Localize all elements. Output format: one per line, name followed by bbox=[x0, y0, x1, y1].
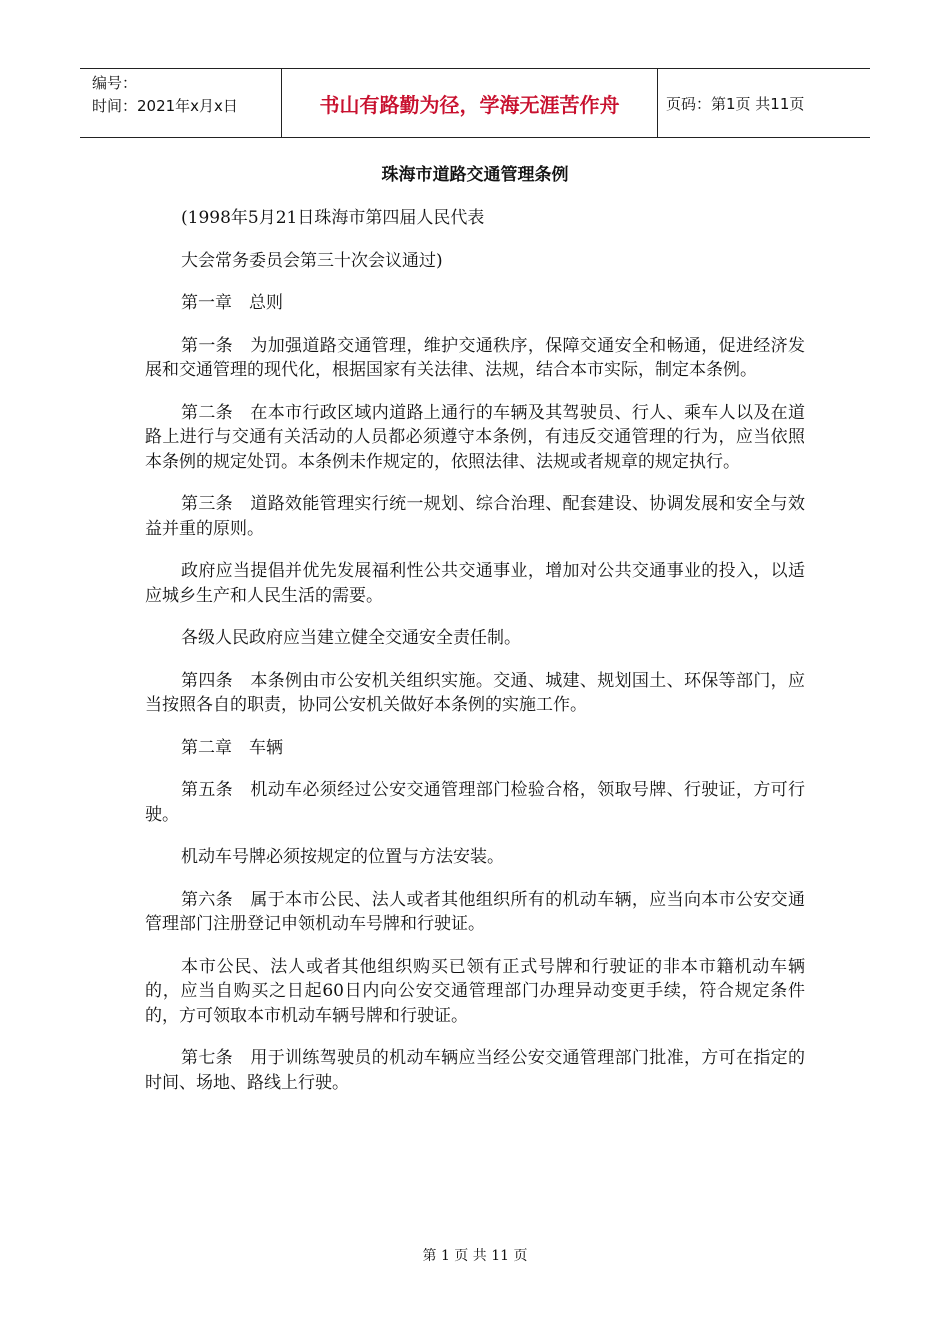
article-paragraph: 第七条 用于训练驾驶员的机动车辆应当经公安交通管理部门批准，方可在指定的时间、场地、路线上行驶。 bbox=[145, 1048, 805, 1093]
page-header bbox=[80, 68, 870, 138]
paragraph: 大会常务委员会第三十次会议通过) bbox=[181, 250, 443, 271]
document-title: 珠海市道路交通管理条例 bbox=[381, 165, 569, 185]
paragraph: 机动车号牌必须按规定的位置与方法安装。 bbox=[181, 847, 504, 867]
header-meta bbox=[80, 69, 282, 137]
document-time-label: 时间：2021年x月x日 bbox=[92, 97, 238, 115]
paragraph: (1998年5月21日珠海市第四届人民代表 bbox=[181, 208, 485, 228]
article-paragraph: 第三条 道路效能管理实行统一规划、综合治理、配套建设、协调发展和安全与效益并重的原则。 bbox=[145, 494, 805, 539]
chapter-heading: 第一章 总则 bbox=[181, 293, 283, 313]
article-paragraph: 第四条 本条例由市公安机关组织实施。交通、城建、规划国土、环保等部门，应当按照各自的职责，协同公安机关做好本条例的实施工作。 bbox=[145, 670, 805, 715]
document-body bbox=[145, 206, 805, 1113]
header-motto: 书山有路勤为径，学海无涯苦作舟 bbox=[282, 69, 658, 137]
document-number-label: 编号： bbox=[92, 74, 138, 92]
article-paragraph: 第二条 在本市行政区域内道路上通行的车辆及其驾驶员、行人、乘车人以及在道路上进行与交通有关活动的人员都必须遵守本条例，有违反交通管理的行为，应当依照本条例的规定处罚。本条例未作规定的，依照法律、法规或者规章的规定执行。 bbox=[145, 402, 805, 472]
article-paragraph: 第五条 机动车必须经过公安交通管理部门检验合格，领取号牌、行驶证，方可行驶。 bbox=[145, 780, 805, 825]
page-footer: 第 1 页 共 11 页 bbox=[422, 1248, 528, 1264]
paragraph: 各级人民政府应当建立健全交通安全责任制。 bbox=[181, 628, 521, 648]
header-page-info: 页码：第1页 共11页 bbox=[666, 94, 805, 113]
paragraph: 本市公民、法人或者其他组织购买已领有正式号牌和行驶证的非本市籍机动车辆的，应当自购买之日起60日内向公安交通管理部门办理异动变更手续，符合规定条件的，方可领取本市机动车辆号牌和行驶证。 bbox=[145, 956, 805, 1026]
chapter-heading: 第二章 车辆 bbox=[181, 737, 283, 758]
article-paragraph: 第六条 属于本市公民、法人或者其他组织所有的机动车辆，应当向本市公安交通管理部门注册登记申领机动车号牌和行驶证。 bbox=[145, 889, 805, 934]
article-paragraph: 第一条 为加强道路交通管理，维护交通秩序，保障交通安全和畅通，促进经济发展和交通管理的现代化，根据国家有关法律、法规，结合本市实际，制定本条例。 bbox=[145, 335, 805, 380]
paragraph: 政府应当提倡并优先发展福利性公共交通事业，增加对公共交通事业的投入，以适应城乡生产和人民生活的需要。 bbox=[145, 561, 805, 606]
